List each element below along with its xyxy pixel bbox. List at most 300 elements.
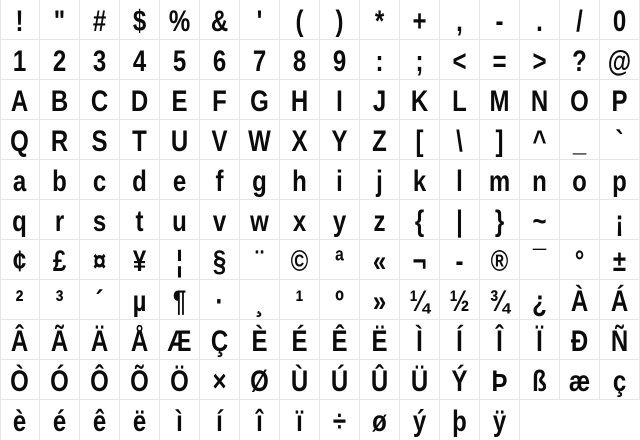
glyph-cell[interactable] <box>360 80 400 120</box>
glyph-cell[interactable] <box>240 0 280 40</box>
glyph-cell[interactable] <box>320 120 360 160</box>
glyph-cell[interactable] <box>560 160 600 200</box>
glyph-cell[interactable] <box>160 400 200 440</box>
glyph-cell[interactable] <box>480 240 520 280</box>
glyph-cell[interactable] <box>440 80 480 120</box>
glyph-cell[interactable] <box>200 280 240 320</box>
glyph-character: y <box>332 205 347 238</box>
glyph-character: V <box>211 125 228 158</box>
glyph-character: Í <box>456 325 463 358</box>
glyph-cell[interactable] <box>320 240 360 280</box>
glyph-cell[interactable] <box>440 320 480 360</box>
glyph-cell[interactable] <box>400 280 440 320</box>
glyph-cell[interactable] <box>400 80 440 120</box>
glyph-character: Ú <box>330 365 349 398</box>
glyph-cell[interactable] <box>280 200 320 240</box>
glyph-character: Ó <box>50 365 69 398</box>
glyph-cell[interactable] <box>440 360 480 400</box>
glyph-character: w <box>250 205 269 238</box>
glyph-cell[interactable] <box>560 80 600 120</box>
glyph-character: ¸ <box>255 285 264 318</box>
glyph-character: · <box>215 285 224 318</box>
glyph-cell[interactable] <box>120 240 160 280</box>
glyph-character: t <box>135 205 144 238</box>
glyph-cell[interactable] <box>600 80 640 120</box>
glyph-cell[interactable] <box>600 40 640 80</box>
glyph-character: Õ <box>130 365 149 398</box>
glyph-cell[interactable] <box>160 160 200 200</box>
glyph-character: = <box>492 45 507 78</box>
glyph-character: o <box>572 165 587 198</box>
glyph-cell[interactable] <box>440 40 480 80</box>
glyph-cell[interactable] <box>400 360 440 400</box>
glyph-cell[interactable] <box>40 160 80 200</box>
glyph-cell[interactable] <box>360 280 400 320</box>
glyph-cell[interactable] <box>600 0 640 40</box>
glyph-cell[interactable] <box>480 360 520 400</box>
glyph-character: . <box>536 5 543 38</box>
glyph-character: Ð <box>570 325 589 358</box>
glyph-cell[interactable] <box>440 240 480 280</box>
glyph-cell[interactable] <box>120 120 160 160</box>
glyph-character: g <box>252 165 267 198</box>
glyph-cell[interactable] <box>80 120 120 160</box>
glyph-cell[interactable] <box>440 400 480 440</box>
glyph-cell[interactable] <box>80 400 120 440</box>
glyph-character: í <box>216 405 223 438</box>
glyph-cell[interactable] <box>40 400 80 440</box>
glyph-row <box>0 40 640 80</box>
glyph-cell[interactable] <box>0 320 40 360</box>
glyph-character: ) <box>335 5 344 38</box>
glyph-cell[interactable] <box>240 160 280 200</box>
glyph-cell[interactable] <box>80 200 120 240</box>
glyph-character: À <box>570 285 589 318</box>
glyph-cell[interactable] <box>360 320 400 360</box>
glyph-character: Ô <box>90 365 109 398</box>
glyph-character: ; <box>415 45 424 78</box>
glyph-cell[interactable] <box>520 0 560 40</box>
glyph-character: s <box>92 205 107 238</box>
glyph-cell[interactable] <box>400 240 440 280</box>
glyph-character: § <box>212 245 227 278</box>
glyph-cell[interactable] <box>360 40 400 80</box>
glyph-cell[interactable] <box>0 0 40 40</box>
glyph-cell[interactable] <box>280 360 320 400</box>
glyph-cell[interactable] <box>480 400 520 440</box>
glyph-character: D <box>130 85 149 118</box>
glyph-cell[interactable] <box>480 80 520 120</box>
glyph-cell[interactable] <box>360 160 400 200</box>
glyph-character: » <box>372 285 387 318</box>
glyph-cell[interactable] <box>160 320 200 360</box>
glyph-cell[interactable] <box>560 320 600 360</box>
glyph-cell[interactable] <box>480 120 520 160</box>
glyph-cell[interactable] <box>40 120 80 160</box>
glyph-cell[interactable] <box>40 280 80 320</box>
glyph-character: u <box>172 205 187 238</box>
glyph-character: ] <box>495 125 504 158</box>
glyph-cell[interactable] <box>480 320 520 360</box>
glyph-cell[interactable] <box>600 120 640 160</box>
glyph-cell[interactable] <box>440 160 480 200</box>
glyph-cell[interactable] <box>40 320 80 360</box>
glyph-character: 4 <box>132 45 147 78</box>
glyph-cell[interactable] <box>320 0 360 40</box>
glyph-cell[interactable] <box>240 120 280 160</box>
glyph-cell[interactable] <box>440 200 480 240</box>
glyph-cell[interactable] <box>0 40 40 80</box>
glyph-cell[interactable] <box>320 400 360 440</box>
glyph-character: Ã <box>50 325 69 358</box>
glyph-cell[interactable] <box>360 0 400 40</box>
glyph-cell[interactable] <box>160 280 200 320</box>
glyph-row <box>0 400 640 440</box>
glyph-cell[interactable] <box>480 40 520 80</box>
glyph-cell[interactable] <box>360 360 400 400</box>
glyph-character: % <box>168 5 191 38</box>
glyph-character: < <box>452 45 467 78</box>
glyph-cell[interactable] <box>440 280 480 320</box>
glyph-cell[interactable] <box>40 80 80 120</box>
glyph-character: p <box>612 165 627 198</box>
glyph-character: W <box>248 125 271 158</box>
glyph-character: £ <box>52 245 67 278</box>
glyph-character: º <box>335 285 344 318</box>
glyph-character: È <box>251 325 268 358</box>
glyph-cell[interactable] <box>320 360 360 400</box>
glyph-character: 8 <box>292 45 307 78</box>
glyph-cell[interactable] <box>320 280 360 320</box>
glyph-character: + <box>412 5 427 38</box>
glyph-character: Ì <box>416 325 423 358</box>
glyph-cell[interactable] <box>320 200 360 240</box>
glyph-cell[interactable] <box>200 320 240 360</box>
glyph-character <box>564 200 595 240</box>
glyph-character: ¬ <box>412 245 427 278</box>
glyph-cell[interactable] <box>160 360 200 400</box>
glyph-row <box>0 280 640 320</box>
glyph-cell[interactable] <box>600 360 640 400</box>
glyph-cell[interactable] <box>80 360 120 400</box>
glyph-cell[interactable] <box>560 200 600 240</box>
glyph-cell[interactable] <box>80 320 120 360</box>
glyph-cell[interactable] <box>0 240 40 280</box>
glyph-cell[interactable] <box>0 280 40 320</box>
glyph-cell[interactable] <box>240 400 280 440</box>
glyph-character: Î <box>496 325 503 358</box>
glyph-cell[interactable] <box>160 240 200 280</box>
glyph-character: i <box>336 165 343 198</box>
glyph-cell[interactable] <box>40 200 80 240</box>
glyph-character: G <box>250 85 269 118</box>
glyph-character: Ò <box>10 365 29 398</box>
glyph-character: R <box>50 125 69 158</box>
glyph-character: ¹ <box>295 285 304 318</box>
glyph-cell[interactable] <box>200 40 240 80</box>
glyph-cell[interactable] <box>200 160 240 200</box>
glyph-cell[interactable] <box>520 80 560 120</box>
glyph-cell[interactable] <box>560 240 600 280</box>
glyph-cell[interactable] <box>240 80 280 120</box>
glyph-cell[interactable] <box>560 40 600 80</box>
glyph-character: ( <box>295 5 304 38</box>
glyph-character: l <box>456 165 463 198</box>
glyph-cell[interactable] <box>360 200 400 240</box>
glyph-character: ± <box>612 245 627 278</box>
glyph-row <box>0 160 640 200</box>
glyph-cell[interactable] <box>480 200 520 240</box>
glyph-cell[interactable] <box>160 80 200 120</box>
glyph-cell[interactable] <box>200 400 240 440</box>
glyph-cell[interactable] <box>120 0 160 40</box>
glyph-character: æ <box>568 365 591 398</box>
glyph-cell[interactable] <box>280 0 320 40</box>
glyph-character: ¨ <box>255 245 264 278</box>
glyph-cell[interactable] <box>360 400 400 440</box>
glyph-cell[interactable] <box>600 200 640 240</box>
glyph-cell[interactable] <box>240 40 280 80</box>
glyph-cell[interactable] <box>160 40 200 80</box>
glyph-cell[interactable] <box>360 120 400 160</box>
glyph-character: B <box>50 85 69 118</box>
glyph-character: Q <box>10 125 29 158</box>
glyph-character: k <box>412 165 427 198</box>
glyph-cell[interactable] <box>0 120 40 160</box>
glyph-cell[interactable] <box>520 160 560 200</box>
glyph-character: Ä <box>90 325 109 358</box>
glyph-character: f <box>215 165 224 198</box>
glyph-cell[interactable] <box>280 80 320 120</box>
glyph-cell[interactable] <box>320 320 360 360</box>
glyph-character: a <box>12 165 27 198</box>
glyph-character: ¥ <box>132 245 147 278</box>
glyph-cell[interactable] <box>120 320 160 360</box>
glyph-cell[interactable] <box>0 80 40 120</box>
glyph-character: ® <box>490 245 509 278</box>
glyph-row <box>0 0 640 40</box>
glyph-cell[interactable] <box>480 0 520 40</box>
glyph-cell[interactable] <box>600 240 640 280</box>
glyph-character: C <box>90 85 109 118</box>
glyph-cell[interactable] <box>120 200 160 240</box>
glyph-cell[interactable] <box>520 280 560 320</box>
glyph-cell[interactable] <box>80 40 120 80</box>
glyph-character: ÿ <box>492 405 507 438</box>
glyph-character: ç <box>612 365 627 398</box>
glyph-character: E <box>171 85 188 118</box>
glyph-row <box>0 80 640 120</box>
glyph-character: P <box>611 85 628 118</box>
glyph-cell[interactable] <box>520 40 560 80</box>
glyph-cell[interactable] <box>400 0 440 40</box>
glyph-character: N <box>530 85 549 118</box>
glyph-character: 5 <box>172 45 187 78</box>
glyph-character: { <box>414 205 425 238</box>
glyph-character: 7 <box>252 45 267 78</box>
glyph-character: ¯ <box>532 245 547 278</box>
glyph-cell[interactable] <box>560 120 600 160</box>
glyph-cell[interactable] <box>440 0 480 40</box>
glyph-character: F <box>212 85 227 118</box>
glyph-cell[interactable] <box>480 160 520 200</box>
glyph-cell[interactable] <box>280 280 320 320</box>
glyph-cell[interactable] <box>120 400 160 440</box>
glyph-character: ê <box>92 405 107 438</box>
glyph-character: h <box>292 165 307 198</box>
glyph-cell[interactable] <box>160 0 200 40</box>
glyph-cell[interactable] <box>480 280 520 320</box>
glyph-character: S <box>91 125 108 158</box>
glyph-character: « <box>372 245 387 278</box>
glyph-cell[interactable] <box>360 240 400 280</box>
glyph-character: ø <box>372 405 387 438</box>
glyph-character: ` <box>615 125 624 158</box>
glyph-cell[interactable] <box>120 160 160 200</box>
glyph-cell[interactable] <box>320 80 360 120</box>
glyph-cell[interactable] <box>440 120 480 160</box>
glyph-cell[interactable] <box>400 120 440 160</box>
glyph-cell[interactable] <box>400 400 440 440</box>
glyph-cell[interactable] <box>40 360 80 400</box>
glyph-cell[interactable] <box>320 40 360 80</box>
glyph-cell[interactable] <box>400 160 440 200</box>
glyph-character: ¦ <box>176 245 183 278</box>
glyph-cell[interactable] <box>520 200 560 240</box>
glyph-cell[interactable] <box>160 120 200 160</box>
glyph-character: ß <box>532 365 547 398</box>
glyph-cell[interactable] <box>0 360 40 400</box>
glyph-cell[interactable] <box>520 120 560 160</box>
glyph-cell[interactable] <box>560 280 600 320</box>
glyph-cell[interactable] <box>120 360 160 400</box>
glyph-cell[interactable] <box>520 360 560 400</box>
glyph-character: # <box>92 5 107 38</box>
glyph-cell[interactable] <box>240 280 280 320</box>
glyph-cell[interactable] <box>40 240 80 280</box>
glyph-character: : <box>375 45 384 78</box>
glyph-cell[interactable] <box>120 40 160 80</box>
glyph-cell[interactable] <box>600 280 640 320</box>
glyph-cell[interactable] <box>80 240 120 280</box>
glyph-cell[interactable] <box>280 160 320 200</box>
glyph-character: ¼ <box>409 285 430 318</box>
glyph-cell[interactable] <box>200 120 240 160</box>
glyph-cell[interactable] <box>520 320 560 360</box>
glyph-cell[interactable] <box>120 80 160 120</box>
glyph-character: 0 <box>612 5 627 38</box>
glyph-cell[interactable] <box>40 40 80 80</box>
glyph-cell[interactable] <box>320 160 360 200</box>
glyph-character: K <box>410 85 429 118</box>
glyph-row <box>0 360 640 400</box>
glyph-cell[interactable] <box>240 320 280 360</box>
glyph-character: _ <box>572 125 587 158</box>
glyph-cell[interactable] <box>280 40 320 80</box>
glyph-character: Æ <box>167 325 192 358</box>
glyph-cell[interactable] <box>600 320 640 360</box>
glyph-character: Â <box>10 325 29 358</box>
glyph-cell[interactable] <box>280 240 320 280</box>
glyph-character: ¿ <box>532 285 547 318</box>
glyph-cell[interactable] <box>520 240 560 280</box>
glyph-cell[interactable] <box>80 280 120 320</box>
glyph-character: c <box>92 165 107 198</box>
glyph-character: b <box>52 165 67 198</box>
glyph-row <box>0 320 640 360</box>
glyph-cell[interactable] <box>560 0 600 40</box>
glyph-cell[interactable] <box>400 200 440 240</box>
glyph-character: x <box>292 205 307 238</box>
glyph-cell[interactable] <box>80 80 120 120</box>
glyph-cell[interactable] <box>40 0 80 40</box>
glyph-character: ÷ <box>332 405 347 438</box>
glyph-cell[interactable] <box>600 160 640 200</box>
glyph-character: Ñ <box>610 325 629 358</box>
glyph-character: Á <box>610 285 629 318</box>
glyph-cell[interactable] <box>280 400 320 440</box>
glyph-cell[interactable] <box>80 160 120 200</box>
glyph-cell[interactable] <box>240 240 280 280</box>
glyph-cell[interactable] <box>200 0 240 40</box>
glyph-cell[interactable] <box>200 80 240 120</box>
glyph-character: [ <box>415 125 424 158</box>
glyph-cell[interactable] <box>160 200 200 240</box>
glyph-character: T <box>132 125 147 158</box>
glyph-character: ² <box>15 285 24 318</box>
glyph-cell[interactable] <box>0 200 40 240</box>
glyph-character: * <box>374 5 385 38</box>
glyph-character: 3 <box>92 45 107 78</box>
glyph-cell[interactable] <box>560 360 600 400</box>
glyph-character: þ <box>452 405 467 438</box>
glyph-character: v <box>212 205 227 238</box>
glyph-cell[interactable] <box>200 200 240 240</box>
glyph-cell[interactable] <box>0 400 40 440</box>
glyph-cell[interactable] <box>280 120 320 160</box>
glyph-character: , <box>456 5 463 38</box>
glyph-cell[interactable] <box>200 360 240 400</box>
glyph-character: | <box>456 205 463 238</box>
glyph-character: - <box>495 5 504 38</box>
glyph-cell[interactable] <box>200 240 240 280</box>
glyph-character: " <box>53 5 66 38</box>
glyph-character: ¤ <box>92 245 107 278</box>
glyph-character: q <box>12 205 27 238</box>
glyph-character: ï <box>296 405 303 438</box>
glyph-character: ì <box>176 405 183 438</box>
glyph-cell[interactable] <box>0 160 40 200</box>
glyph-cell[interactable] <box>80 0 120 40</box>
glyph-character: 2 <box>52 45 67 78</box>
glyph-cell[interactable] <box>120 280 160 320</box>
glyph-character: m <box>488 165 511 198</box>
glyph-character: ´ <box>95 285 104 318</box>
glyph-cell[interactable] <box>240 360 280 400</box>
glyph-character: ° <box>574 245 585 278</box>
glyph-cell[interactable] <box>240 200 280 240</box>
glyph-character: Þ <box>491 365 508 398</box>
glyph-cell[interactable] <box>280 320 320 360</box>
glyph-character: M <box>489 85 510 118</box>
glyph-character: H <box>290 85 309 118</box>
glyph-character: é <box>52 405 67 438</box>
glyph-row <box>0 240 640 280</box>
glyph-cell[interactable] <box>400 40 440 80</box>
glyph-character: U <box>170 125 189 158</box>
glyph-cell[interactable] <box>400 320 440 360</box>
glyph-character: Û <box>370 365 389 398</box>
